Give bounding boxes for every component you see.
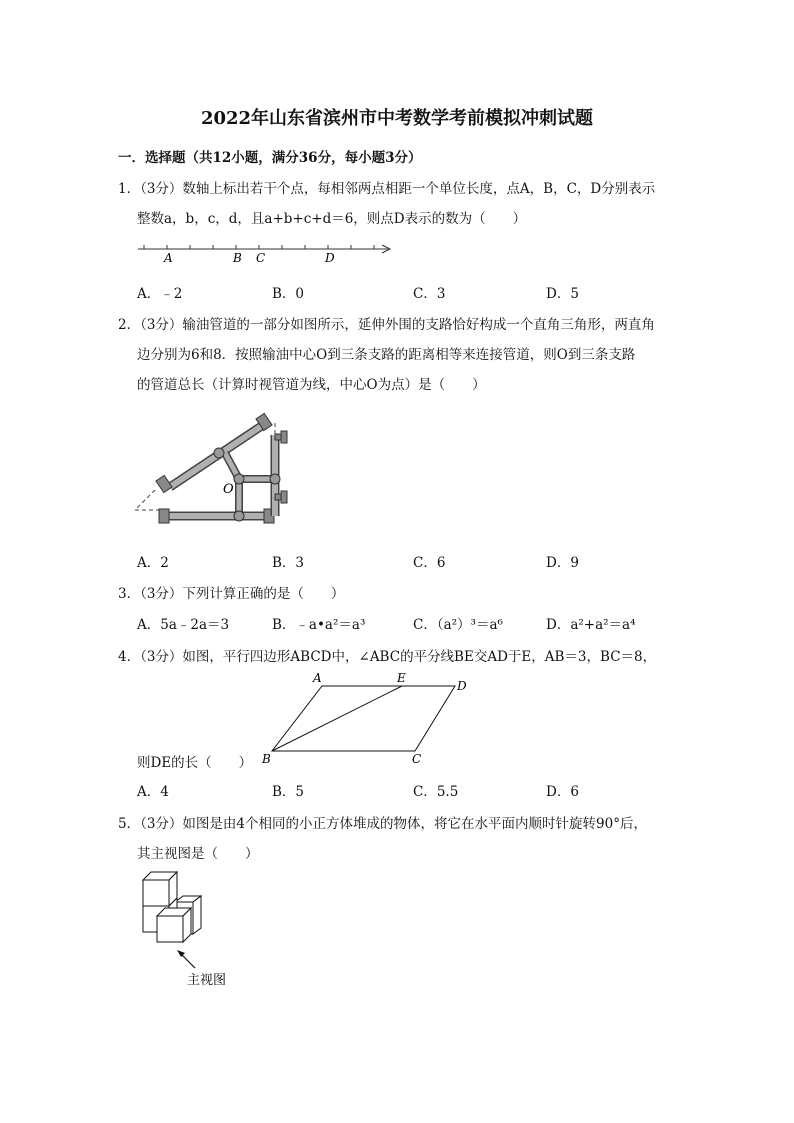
dashed-extension-left [135, 490, 155, 510]
q2-line1: 2．（3分）输油管道的一部分如图所示，延伸外围的支路恰好构成一个直角三角形，两直角 [118, 317, 655, 333]
vertex-label-b: B [262, 752, 271, 766]
vertex-label-d: D [457, 679, 467, 693]
q2-line2: 边分别为6和8．按照输油中心O到三条支路的距离相等来连接管道，则O到三条支路 [137, 347, 636, 363]
q4-option-d[interactable]: D．6 [546, 784, 579, 800]
pipe-joint [159, 509, 169, 523]
q1-option-b[interactable]: B．0 [272, 286, 305, 302]
q4-line2: 则DE的长（ ） [137, 755, 253, 771]
point-label-c: C [256, 251, 266, 265]
parallelogram-figure [255, 670, 475, 770]
q3-option-a[interactable]: A．5a﹣2a＝3 [137, 617, 230, 633]
q2-option-c[interactable]: C．6 [413, 555, 446, 571]
q4-option-b[interactable]: B．5 [272, 784, 305, 800]
q3-option-c[interactable]: C．（a²）³＝a⁶ [413, 617, 503, 633]
valve [234, 474, 244, 484]
parallelogram-abcd [272, 686, 455, 751]
vertex-label-a: A [313, 671, 322, 685]
q4-line1: 4．（3分）如图，平行四边形ABCD中，∠ABC的平分线BE交AD于E，AB＝3，BC＝8， [118, 649, 657, 665]
point-label-d: D [325, 251, 335, 265]
bisector-be [272, 686, 402, 751]
q3-option-d[interactable]: D．a²+a²＝a⁴ [546, 617, 636, 633]
number-line-ticks [144, 245, 374, 249]
q3-option-b[interactable]: B．﹣a•a²＝a³ [272, 617, 366, 633]
q2-option-b[interactable]: B．3 [272, 555, 305, 571]
view-arrow-head [177, 950, 185, 957]
valve [270, 474, 280, 484]
pipe-joint [156, 475, 172, 492]
q2-line3: 的管道总长（计算时视管道为线，中心O为点）是（ ） [137, 377, 486, 393]
q1-line2: 整数a，b，c，d，且a+b+c+d＝6，则点D表示的数为（ ） [137, 211, 527, 227]
q4-option-c[interactable]: C．5.5 [413, 784, 459, 800]
vertex-label-e: E [397, 671, 406, 685]
valve [234, 511, 244, 521]
point-label-a: A [164, 251, 173, 265]
q1-option-d[interactable]: D．5 [546, 286, 579, 302]
q2-option-d[interactable]: D．9 [546, 555, 579, 571]
front-view-label: 主视图 [187, 973, 227, 988]
q3-line1: 3．（3分）下列计算正确的是（ ） [118, 586, 345, 602]
cubes-figure [135, 868, 245, 993]
q1-option-c[interactable]: C．3 [413, 286, 446, 302]
point-label-b: B [233, 251, 242, 265]
stacked-cubes [143, 872, 201, 942]
page-title: 2022年山东省滨州市中考数学考前模拟冲刺试题 [200, 108, 594, 129]
q4-option-a[interactable]: A．4 [137, 784, 169, 800]
valve [214, 448, 224, 458]
q1-line1: 1．（3分）数轴上标出若干个点，每相邻两点相距一个单位长度，点A，B，C，D分别表示 [118, 181, 656, 197]
number-line-figure [130, 236, 400, 266]
q1-option-a[interactable]: A．﹣2 [137, 286, 183, 302]
pipeline-figure [135, 405, 300, 535]
q2-option-a[interactable]: A．2 [137, 555, 169, 571]
section-heading: 一．选择题（共12小题，满分36分，每小题3分） [118, 150, 422, 166]
q5-line2: 其主视图是（ ） [137, 846, 259, 862]
center-label-o: O [223, 482, 234, 497]
q5-line1: 5．（3分）如图是由4个相同的小正方体堆成的物体，将它在水平面内顺时针旋转90°后， [118, 816, 647, 832]
vertex-label-c: C [412, 752, 422, 766]
